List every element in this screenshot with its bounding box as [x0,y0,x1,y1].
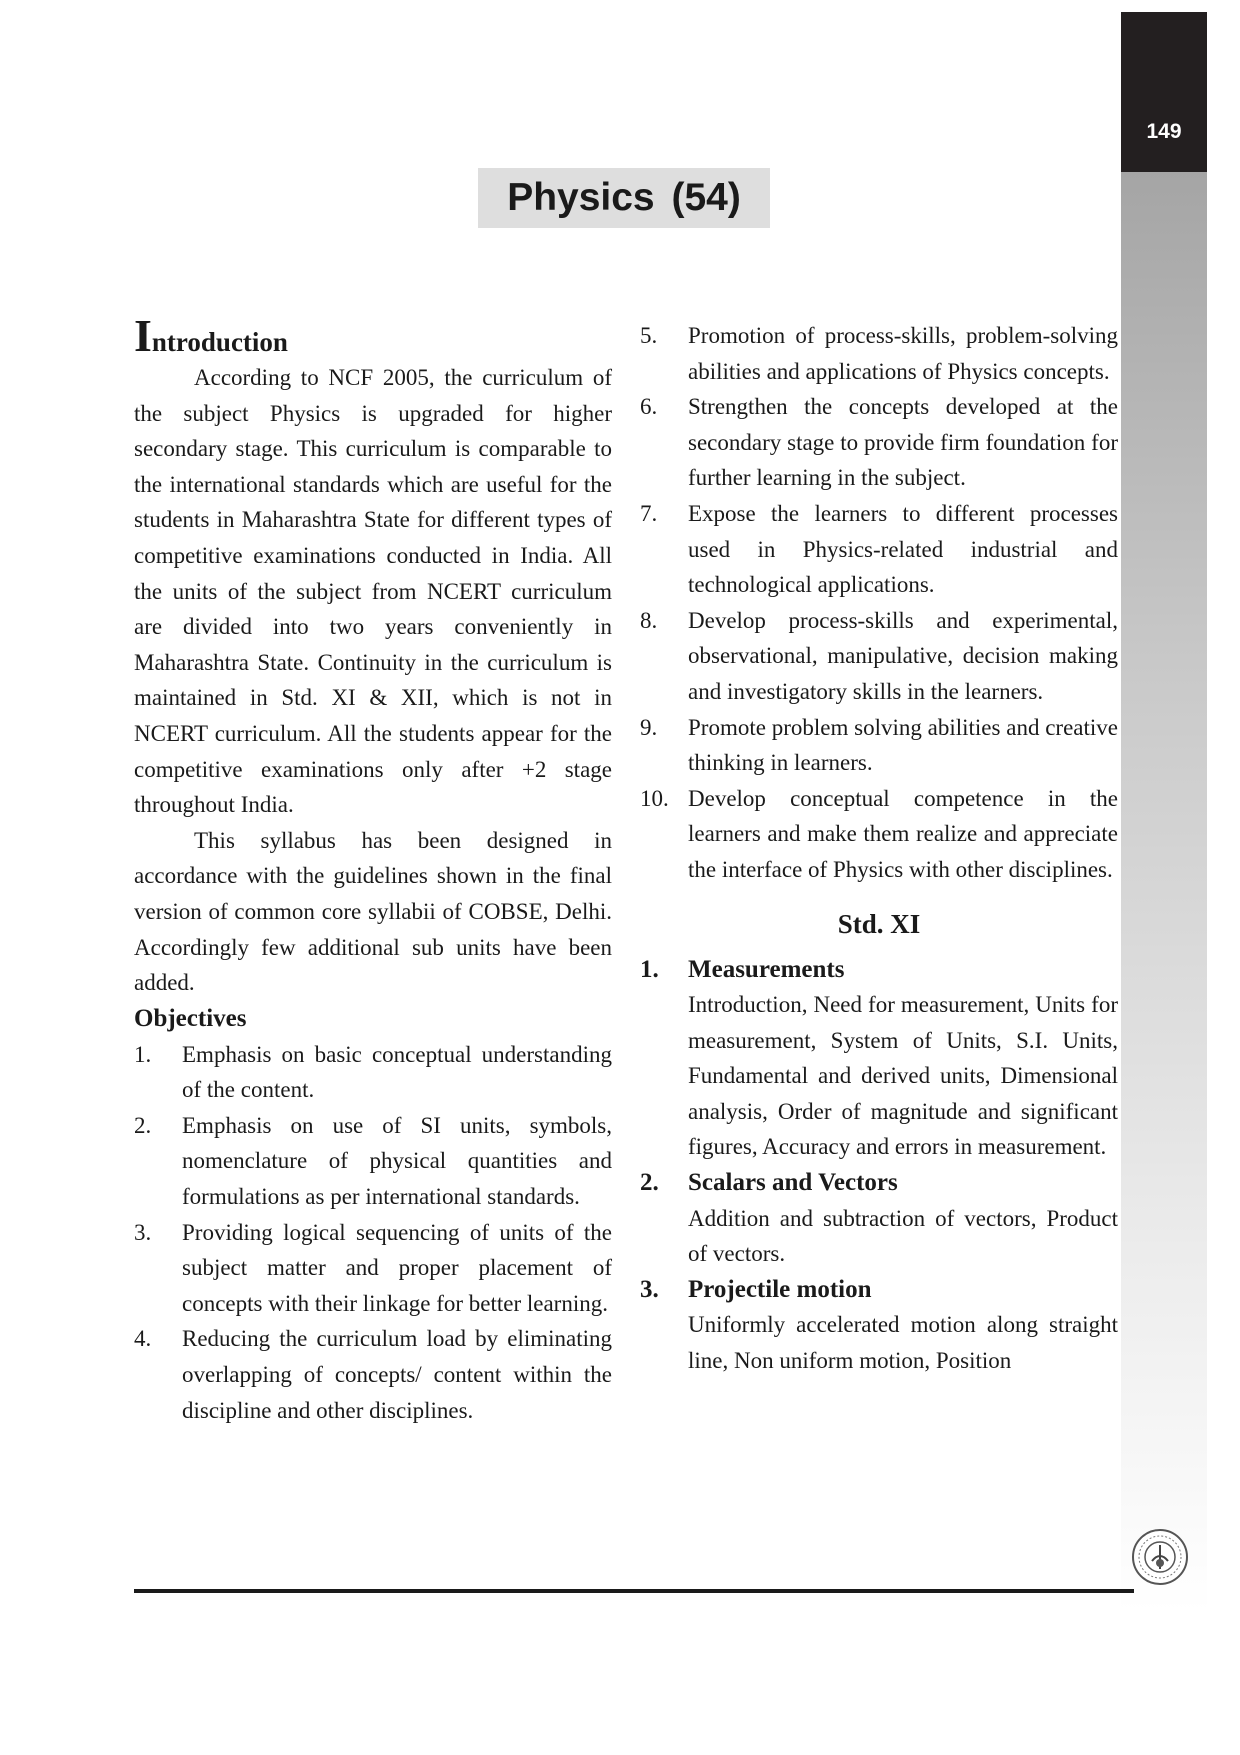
page-title: Physics (54) [478,168,770,228]
objectives-list [134,1037,612,1429]
list-text: Providing logical sequencing of units of the subject matter and proper placement of concepts with their linkage for better learning. [182,1219,612,1316]
right-column [640,318,1118,1379]
list-text: Emphasis on use of SI units, symbols, nomenclature of physical quantities and formulations as per international standards. [182,1112,612,1210]
list-number: 8. [640,607,658,633]
seal-icon [1130,1527,1190,1587]
list-text: Expose the learners to different processes used in Physics-related industrial and technological applications. [688,500,1118,598]
topic-projectile-motion [640,1272,1118,1379]
list-item [640,389,1118,496]
list-item [640,496,1118,603]
list-item [640,603,1118,710]
list-text: Promotion of process-skills, problem-solving abilities and applications of Physics concepts. [688,323,1118,384]
list-item [134,1037,612,1108]
list-item [640,710,1118,781]
objectives-list-continued [640,318,1118,888]
topic-title: Measurements [688,955,845,983]
footer-rule [134,1589,1134,1593]
list-number: 1. [134,1041,152,1067]
page-number-tab [1121,12,1207,172]
introduction-dropcap: I [134,310,152,361]
objectives-heading: Objectives [134,1004,247,1032]
list-number: 5. [640,323,658,348]
topic-number: 3. [640,1275,659,1303]
list-item [640,318,1118,389]
std-xi-heading: Std. XI [837,908,921,939]
side-margin-band [1121,172,1207,1612]
introduction-heading [134,310,612,361]
left-column [134,310,612,1428]
list-text: Develop conceptual competence in the learners and make them realize and appreciate the interface of Physics with other disciplines. [688,785,1118,882]
introduction-paragraph-2: This syllabus has been designed in accordance with the guidelines shown in the final version of common core syllabii of COBSE, Delhi. Accordingly few additional sub units have been added. [134,827,612,996]
list-number: 4. [134,1326,152,1352]
topic-body: Uniformly accelerated motion along straight line, Non uniform motion, Position [688,1312,1118,1374]
list-number: 2. [134,1112,152,1138]
topic-scalars-vectors [640,1165,1118,1272]
topic-title: Scalars and Vectors [688,1169,898,1197]
list-text: Reducing the curriculum load by eliminating overlapping of concepts/ content within the discipline and other disciplines. [182,1326,612,1423]
list-number: 10. [640,785,669,811]
list-item [134,1215,612,1322]
topic-measurements [640,952,1118,1166]
list-text: Strengthen the concepts developed at the secondary stage to provide firm foundation for further learning in the subject. [688,394,1118,491]
list-number: 9. [640,714,658,740]
list-item [134,1108,612,1215]
list-text: Develop process-skills and experimental, observational, manipulative, decision making and investigatory skills in the learners. [688,607,1118,704]
introduction-paragraph-1: According to NCF 2005, the curriculum of the subject Physics is upgraded for higher secondary stage. This curriculum is comparable to the international standards which are useful for the students in Maharashtra State for different types of competitive examinations conducted in India. All the units of the subject from NCERT curriculum are divided into two years conveniently in Maharashtra State. Continuity in the curriculum is maintained in Std. XI & XII, which is not in NCERT curriculum. All the students appear for the competitive examinations only after +2 stage throughout India. [134,365,612,818]
introduction-heading-rest: ntroduction [151,327,288,357]
list-number: 6. [640,394,658,420]
topic-body: Addition and subtraction of vectors, Product of vectors. [688,1205,1118,1267]
topic-title: Projectile motion [688,1275,872,1303]
list-item [134,1321,612,1428]
page-number: 149 [1146,120,1182,143]
list-number: 3. [134,1219,152,1245]
topic-number: 2. [640,1169,659,1197]
topic-body: Introduction, Need for measurement, Units for measurement, System of Units, S.I. Units, Fundamental and derived units, Dimensional analysis, Order of magnitude and significant figures, Accuracy and errors in measurement. [688,992,1118,1160]
list-text: Emphasis on basic conceptual understanding of the content. [182,1041,612,1103]
topic-number: 1. [640,955,659,983]
list-item [640,781,1118,888]
list-text: Promote problem solving abilities and creative thinking in learners. [688,714,1118,776]
list-number: 7. [640,500,658,526]
